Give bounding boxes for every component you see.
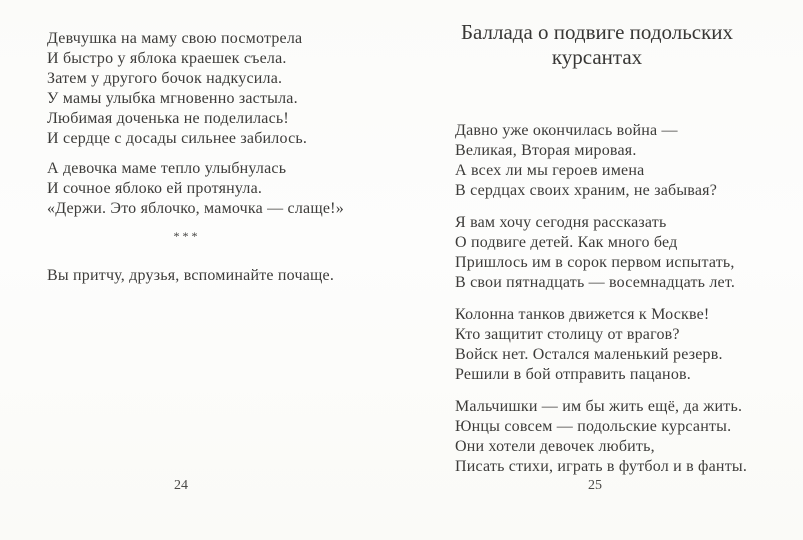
poem-line: В свои пятнадцать — восемнадцать лет.: [455, 274, 736, 291]
poem-line: И сочное яблоко ей протянула.: [47, 180, 263, 197]
poem-line: О подвиге детей. Как много бед: [455, 234, 678, 251]
poem-closing-line: Вы притчу, друзья, вспоминайте почаще.: [47, 267, 335, 284]
stanza: [455, 305, 775, 385]
poem-line: Пришлось им в сорок первом испытать,: [455, 254, 735, 271]
poem-line: Девчушка на маму свою посмотрела: [47, 30, 303, 47]
stanza: [455, 397, 775, 477]
poem-line: «Держи. Это яблочко, мамочка — слаще!»: [47, 200, 344, 217]
poem-line: Писать стихи, играть в футбол и в фанты.: [455, 458, 748, 475]
right-poem: [455, 121, 775, 477]
poem-line: Любимая доченька не поделилась!: [47, 110, 289, 127]
poem-line: У мамы улыбка мгновенно застыла.: [47, 90, 298, 107]
stanza: [455, 121, 775, 201]
poem-line: Они хотели девочек любить,: [455, 438, 655, 455]
poem-line: Затем у другого бочок надкусила.: [47, 70, 283, 87]
poem-line: Войск нет. Остался маленький резерв.: [455, 346, 723, 363]
poem-line: Я вам хочу сегодня рассказать: [455, 214, 667, 231]
page-number-left: 24: [174, 478, 188, 493]
page-number-right: 25: [588, 478, 602, 493]
poem-line: А девочка маме тепло улыбнулась: [47, 160, 287, 177]
poem-line: А всех ли мы героев имена: [455, 162, 645, 179]
poem-line: И сердце с досады сильнее забилось.: [47, 130, 308, 147]
stanza: [47, 29, 367, 149]
poem-line: Давно уже окончилась война —: [455, 122, 678, 139]
poem-line: Мальчишки — им бы жить ещё, да жить.: [455, 398, 743, 415]
left-page: [0, 0, 401, 540]
poem-line: И быстро у яблока краешек съела.: [47, 50, 287, 67]
stanza: [47, 159, 367, 219]
section-separator: ***: [173, 229, 201, 243]
poem-title-line: курсантах: [551, 45, 643, 69]
poem-title-line: Баллада о подвиге подольских: [460, 20, 734, 44]
poem-line: Юнцы совсем — подольские курсанты.: [455, 418, 732, 435]
poem-line: Великая, Вторая мировая.: [455, 142, 637, 159]
left-poem: [47, 29, 367, 219]
poem-line: Кто защитит столицу от врагов?: [455, 326, 680, 343]
right-page: [401, 0, 803, 540]
poem-line: Колонна танков движется к Москве!: [455, 306, 710, 323]
poem-line: В сердцах своих храним, не забывая?: [455, 182, 718, 199]
poem-title: [432, 20, 762, 70]
stanza: [455, 213, 775, 293]
poem-line: Решили в бой отправить пацанов.: [455, 366, 691, 383]
